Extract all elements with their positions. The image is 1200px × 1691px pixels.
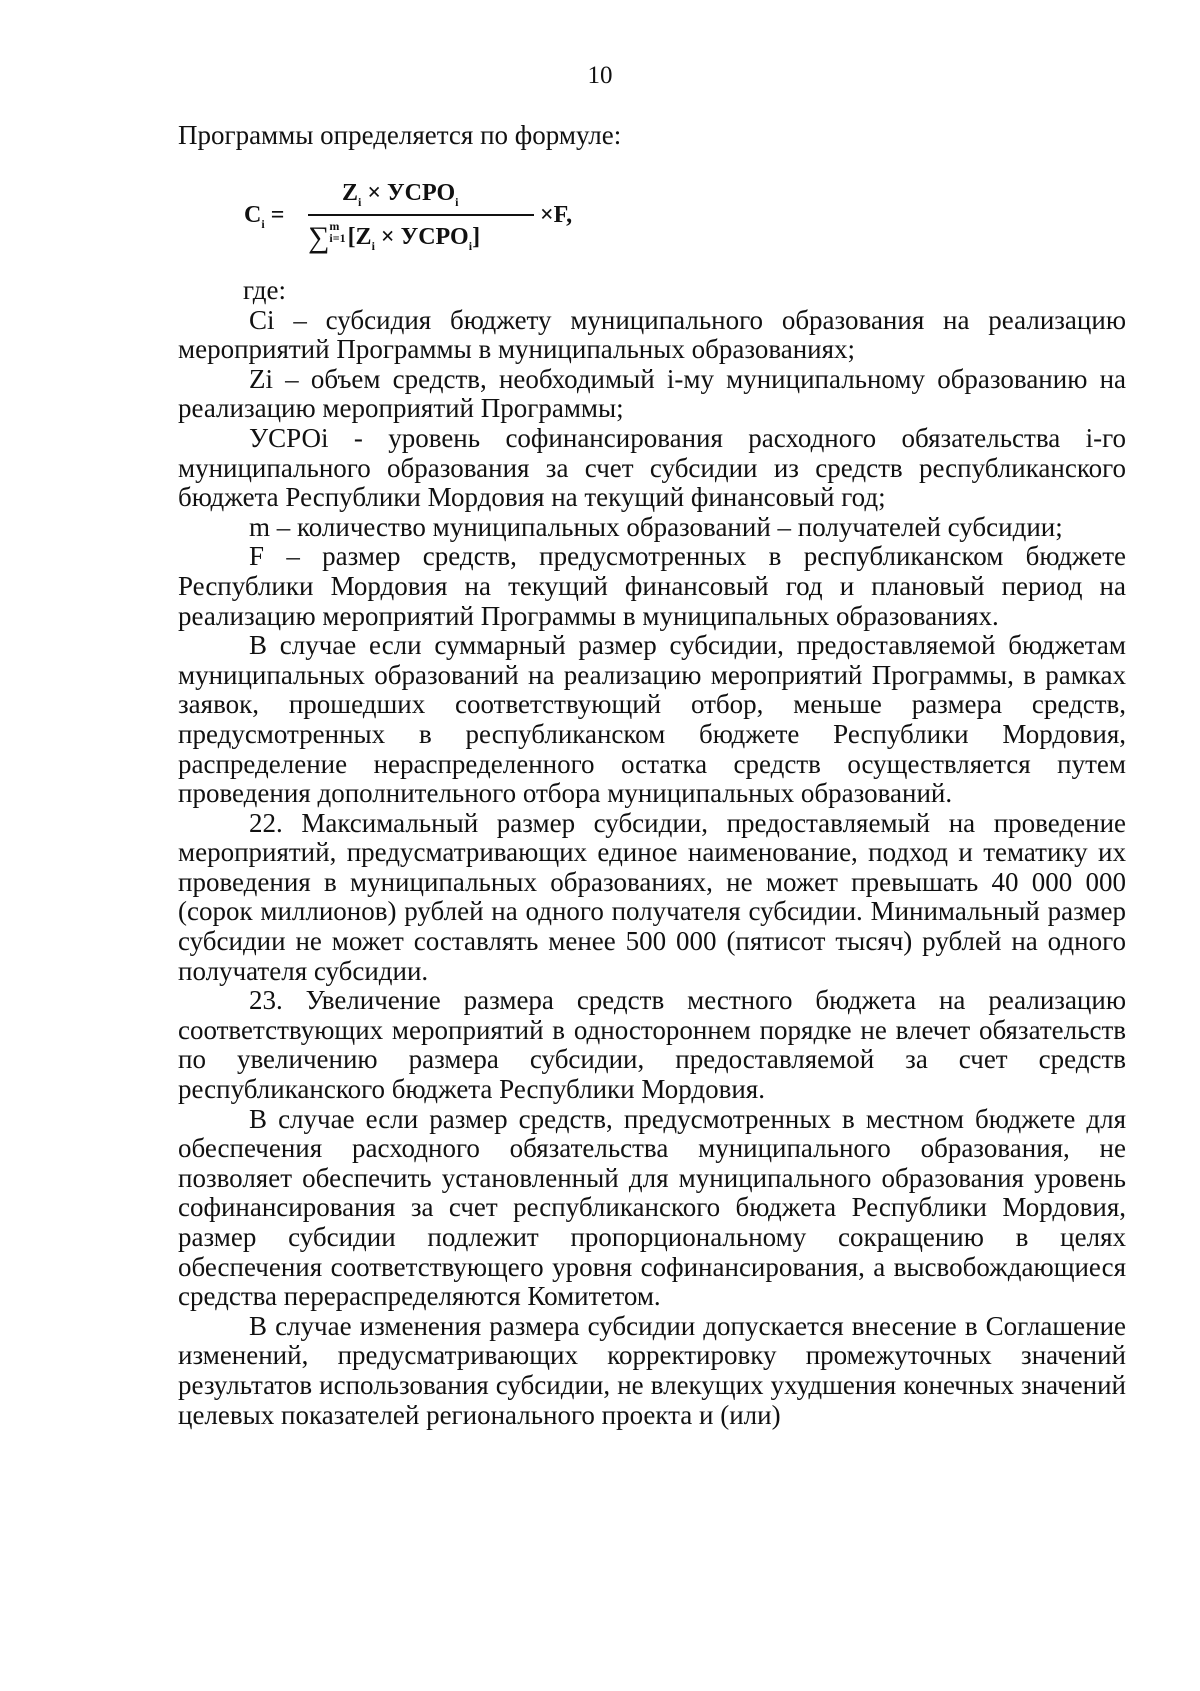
document-body (178, 276, 1126, 1430)
page-number: 10 (587, 62, 613, 89)
paragraph-amendment: В случае изменения размера субсидии допускается внесение в Соглашение изменений, предусматривающих корректировку промежуточных значений результатов использования субсидии, не влекущих ухудшения конечных значений целевых показателей регионального проекта и (или) (178, 1310, 1126, 1430)
formula-multiplier: ×F, (540, 202, 573, 228)
paragraph-23: 23. Увеличение размера средств местного бюджета на реализацию соответствующих мероприятий в одностороннем порядке не влечет обязательств по увеличению размера субсидии, предоставляемой за счет средств республиканского бюджета Республики Мордовия. (178, 985, 1126, 1105)
paragraph-where: где: (243, 275, 286, 305)
paragraph-reduction: В случае если размер средств, предусмотренных в местном бюджете для обеспечения расходного обязательства муниципального образования, не позволяет обеспечить установленный для муниципального образования уровень софинансирования за счет республиканского бюджета Республики Мордовия, размер субсидии подлежит пропорциональному сокращению в целях обеспечения соответствующего уровня софинансирования, а высвобождающиеся средства перераспределяются Комитетом. (178, 1103, 1126, 1312)
lead-line: Программы определяется по формуле: (178, 120, 622, 150)
paragraph-usroi: УСРОi - уровень софинансирования расходного обязательства i-го муниципального образования за счет субсидии из средств республиканского бюджета Республики Мордовия на текущий финансовый год; (178, 422, 1126, 513)
paragraph-ci: Ci – субсидия бюджету муниципального образования на реализацию мероприятий Программы в муниципальных образованиях; (178, 304, 1126, 365)
paragraph-zi: Zi – объем средств, необходимый i-му муниципальному образованию на реализацию мероприятий Программы; (178, 363, 1126, 424)
sum-sign: ∑ (308, 221, 330, 254)
paragraph-m: m – количество муниципальных образований – получателей субсидии; (249, 511, 1063, 542)
subsidy-formula (244, 180, 584, 270)
paragraph-f: F – размер средств, предусмотренных в республиканском бюджете Республики Мордовия на текущий финансовый год и плановый период на реализацию мероприятий Программы в муниципальных образованиях. (178, 541, 1126, 631)
paragraph-22: 22. Максимальный размер субсидии, предоставляемый на проведение мероприятий, предусматривающих единое наименование, подход и тематику их проведения в муниципальных образованиях, не может превышать 40 000 000 (сорок миллионов) рублей на одного получателя субсидии. Минимальный размер субсидии не может составлять менее 500 000 (пятисот тысяч) рублей на одного получателя субсидии. (178, 807, 1126, 986)
formula-lhs: $C_i$ = (244, 202, 285, 231)
formula-denominator: ∑m $i=1[Z_i$ × $УСРО_i$] (308, 219, 481, 254)
formula-numerator: $Z_i$ × $УСРО_i$ (342, 180, 459, 209)
paragraph-remainder: В случае если суммарный размер субсидии, предоставляемой бюджетам муниципальных образований на реализацию мероприятий Программы, в рамках заявок, прошедших соответствующий отбор, меньше размера средств, предусмотренных в республиканском бюджете Республики Мордовия, распределение нераспределенного остатка средств осуществляется путем проведения дополнительного отбора муниципальных образований. (178, 630, 1126, 809)
fraction-bar (308, 214, 534, 216)
sum-limits: m i=1 (329, 219, 346, 245)
